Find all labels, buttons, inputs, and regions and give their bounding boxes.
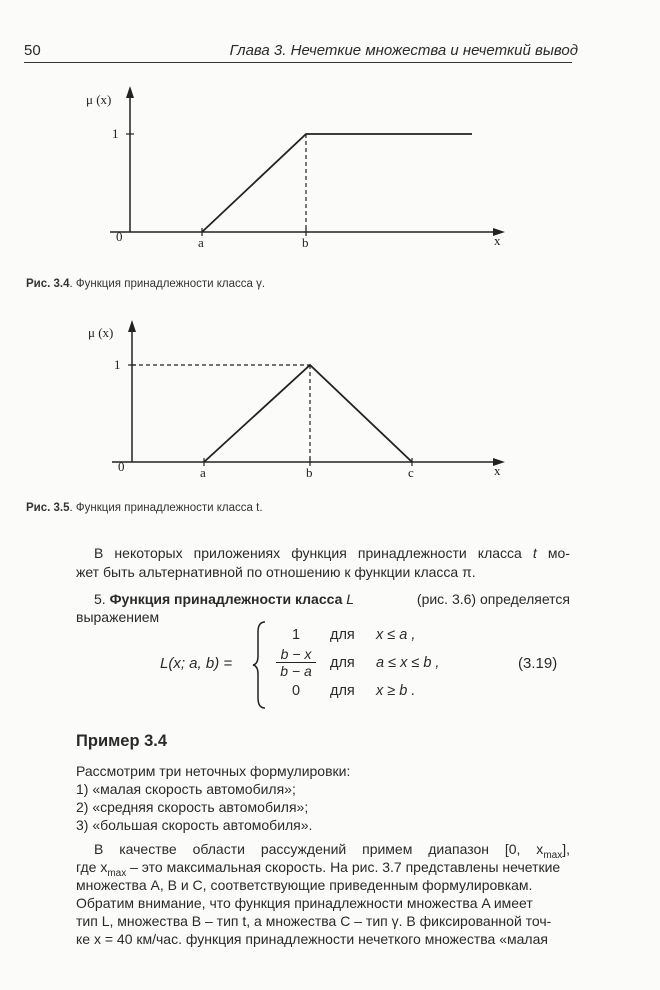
paragraph-3-line-3: множества A, B и C, соответствующие приведенным формулировкам. [76, 877, 533, 893]
membership-curve [202, 134, 472, 232]
paragraph-1-line-1: В некоторых приложениях функция принадлежности класса t мо- [94, 545, 570, 561]
x-tick-b-label: b [302, 235, 309, 250]
paragraph-3-line-2: где $x_{max}$ – это максимальная скорость. На рис. 3.7 представлены нечеткие [76, 859, 561, 879]
figure-t-chart [0, 300, 660, 500]
formula-row-1-value: 1 [292, 627, 301, 643]
x-tick-a-label: a [200, 465, 206, 480]
formula-row-3-condition: x ≥ b . [376, 683, 416, 699]
caption-number: Рис. 3.4 [26, 278, 70, 290]
example-intro: Рассмотрим три неточных формулировки: [76, 763, 351, 779]
paragraph-3-line-1: В качестве области рассуждений примем диапазон [0, $x_{max}$], [94, 841, 570, 861]
y-tick-1-label: 1 [114, 357, 121, 372]
figure-caption-3-4 [26, 278, 265, 290]
example-item-2: 2) «средняя скорость автомобиля»; [76, 799, 309, 815]
formula-lhs: L(x; a, b) = [160, 655, 233, 672]
x-axis-label: x [494, 463, 501, 478]
formula-row-1-condition: x ≤ a , [376, 627, 416, 643]
page-number: 50 [24, 42, 41, 59]
chapter-title: Глава 3. Нечеткие множества и нечеткий вывод [229, 42, 578, 59]
formula-row-2-fraction [276, 646, 316, 679]
y-tick-1-label: 1 [112, 126, 119, 141]
x-axis-label: x [494, 233, 501, 248]
formula-row-2-word: для [330, 655, 355, 671]
paragraph-2-line-1: 5. Функция принадлежности класса L (рис. 3.6) определяется [94, 591, 570, 607]
figure-caption-3-5 [26, 502, 263, 514]
y-axis-arrow [128, 320, 136, 332]
paragraph-3-line-6: ке x = 40 км/час. функция принадлежности нечеткого множества «малая [76, 931, 548, 947]
fraction-numerator: b − x [276, 646, 316, 663]
paragraph-1-line-2: жет быть альтернативной по отношению к функции класса π. [76, 564, 476, 580]
caption-text: . Функция принадлежности класса t. [69, 502, 263, 514]
fraction-denominator: b − a [280, 663, 312, 679]
origin-label: 0 [116, 229, 123, 244]
equation-number: (3.19) [518, 655, 558, 672]
caption-number: Рис. 3.5 [26, 502, 70, 514]
caption-text: . Функция принадлежности класса γ. [69, 278, 266, 290]
membership-curve [204, 365, 412, 462]
origin-label: 0 [118, 459, 125, 474]
formula-row-3-value: 0 [292, 683, 301, 699]
example-heading: Пример 3.4 [76, 732, 168, 750]
x-tick-c-label: c [408, 465, 414, 480]
x-tick-a-label: a [198, 235, 204, 250]
formula-row-1-word: для [330, 627, 355, 643]
figure-gamma-chart [0, 0, 660, 280]
paragraph-2-line-2: выражением [76, 609, 160, 625]
paragraph-3-line-5: тип L, множества B – тип t, а множества C – тип γ. В фиксированной точ- [76, 913, 552, 929]
example-item-3: 3) «большая скорость автомобиля». [76, 817, 313, 833]
x-tick-b-label: b [306, 465, 313, 480]
example-item-1: 1) «малая скорость автомобиля»; [76, 781, 296, 797]
y-axis-label: μ (x) [86, 92, 112, 107]
y-axis-arrow [126, 86, 134, 98]
y-axis-label: μ (x) [88, 325, 114, 340]
formula-row-2-condition: a ≤ x ≤ b , [376, 655, 440, 671]
formula-brace [252, 620, 268, 710]
formula-row-3-word: для [330, 683, 355, 699]
paragraph-3-line-4: Обратим внимание, что функция принадлежности множества A имеет [76, 895, 533, 911]
